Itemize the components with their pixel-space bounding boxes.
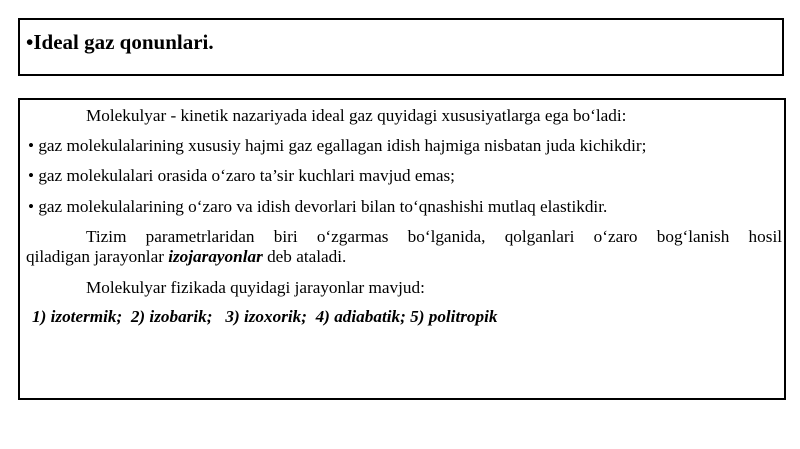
title-bullet: • [26,30,34,54]
parameter-paragraph-line-1: Tizim parametrlaridan biri o‘zgarmas bo‘lganida, qolganlari o‘zaro bog‘lanish hosil [86,227,782,246]
bullet-item-3: • gaz molekulalarining o‘zaro va idish devorlari bilan to‘qnashishi mutlaq elastikdir. [28,197,608,216]
parameter-text-after: deb ataladi. [262,247,347,266]
processes-list: 1) izotermik; 2) izobarik; 3) izoxorik; 4) adiabatik; 5) politropik [32,307,498,326]
bullet-item-1: • gaz molekulalarining xususiy hajmi gaz egallagan idish hajmiga nisbatan juda kichikdir; [28,136,647,155]
title-box [18,18,784,76]
isoprocess-term: izojarayonlar [168,247,263,266]
title-text: Ideal gaz qonunlari. [33,30,214,54]
slide-title [26,30,214,55]
intro-paragraph: Molekulyar - kinetik nazariyada ideal gaz quyidagi xususiyatlarga ega bo‘ladi: [86,106,627,125]
content-box [18,98,786,400]
bullet-item-2: • gaz molekulalari orasida o‘zaro ta’sir kuchlari mavjud emas; [28,166,455,185]
parameter-paragraph-line-2 [26,247,346,267]
processes-intro: Molekulyar fizikada quyidagi jarayonlar mavjud: [86,278,425,297]
parameter-text-before: qiladigan jarayonlar [26,247,169,266]
